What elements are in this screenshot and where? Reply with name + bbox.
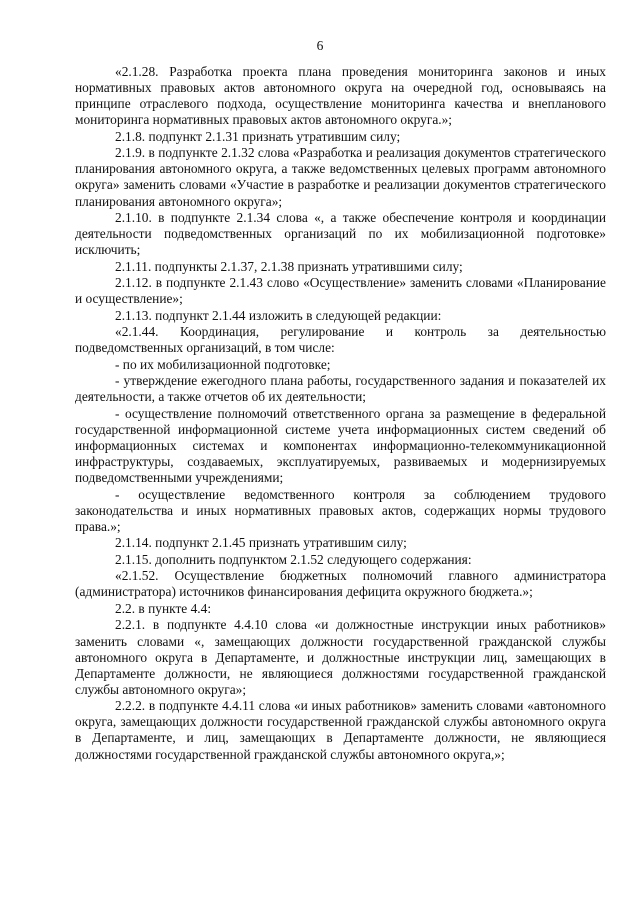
- list-item-mobilization: - по их мобилизационной подготовке;: [115, 356, 331, 372]
- paragraph-2-1-9: 2.1.9. в подпункте 2.1.32 слова «Разработка и реализация документов стратегического планирования автономного округа, а также ведомственных целевых программ автономного округа» заменить словами «Участие в разработке и реализации документов стратегического планирования автономного округа»;: [75, 145, 606, 209]
- paragraph-2-2-1: 2.2.1. в подпункте 4.4.10 слова «и должностные инструкции иных работников» заменить словами «, замещающих должности государственной гражданской службы автономного округа в Департаменте, и должностные инструкции лиц, замещающих в Департаменте должности, не являющиеся должностями государственной гражданской службы автономного округа»;: [75, 617, 606, 697]
- paragraph-2-1-28: «2.1.28. Разработка проекта плана проведения мониторинга законов и иных нормативных правовых актов автономного округа на очередной год, основываясь на принципе отраслевого подхода, осуществление мониторинга качества и внепланового мониторинга нормативных правовых актов автономного округа.»;: [75, 64, 606, 128]
- list-item-labor-control: - осуществление ведомственного контроля за соблюдением трудового законодательства и иных нормативных правовых актов, содержащих нормы трудового права.»;: [75, 486, 606, 534]
- paragraph-2-1-10: 2.1.10. в подпункте 2.1.34 слова «, а также обеспечение контроля и координации деятельности подведомственных организаций по их мобилизационной подготовке» исключить;: [75, 210, 606, 258]
- document-body: [75, 64, 606, 763]
- paragraph-2-1-15: 2.1.15. дополнить подпунктом 2.1.52 следующего содержания:: [115, 551, 472, 567]
- paragraph-2-1-8: 2.1.8. подпункт 2.1.31 признать утратившим силу;: [115, 128, 401, 144]
- page-number: 6: [316, 38, 324, 53]
- paragraph-2-1-11: 2.1.11. подпункты 2.1.37, 2.1.38 признать утратившими силу;: [115, 258, 463, 274]
- paragraph-2-2-2: 2.2.2. в подпункте 4.4.11 слова «и иных работников» заменить словами «автономного округа, замещающих должности государственной гражданской службы автономного округа в Департаменте, и лиц, замещающих в Департаменте должности, не являющиеся должностями государственной гражданской службы автономного округа,»;: [75, 698, 606, 762]
- paragraph-2-1-52: «2.1.52. Осуществление бюджетных полномочий главного администратора (администратора) источников финансирования дефицита окружного бюджета.»;: [75, 568, 606, 600]
- paragraph-2-2: 2.2. в пункте 4.4:: [115, 600, 212, 616]
- paragraph-2-1-13: 2.1.13. подпункт 2.1.44 изложить в следующей редакции:: [115, 307, 442, 323]
- paragraph-2-1-12: 2.1.12. в подпункте 2.1.43 слово «Осуществление» заменить словами «Планирование и осуществление»;: [75, 275, 606, 307]
- list-item-information-systems: - осуществление полномочий ответственного органа за размещение в федеральной государственной информационной системе учета информационных систем сведений об информационных системах и компонентах информационно-телекоммуникационной инфраструктуры, создаваемых, эксплуатируемых, развиваемых и модернизируемых подведомственными учреждениями;: [75, 405, 606, 486]
- paragraph-2-1-44: «2.1.44. Координация, регулирование и контроль за деятельностью подведомственных организаций, в том числе:: [75, 324, 606, 356]
- paragraph-2-1-14: 2.1.14. подпункт 2.1.45 признать утратившим силу;: [115, 535, 407, 551]
- list-item-annual-plan: - утверждение ежегодного плана работы, государственного задания и показателей их деятельности, а также отчетов об их деятельности;: [75, 373, 606, 405]
